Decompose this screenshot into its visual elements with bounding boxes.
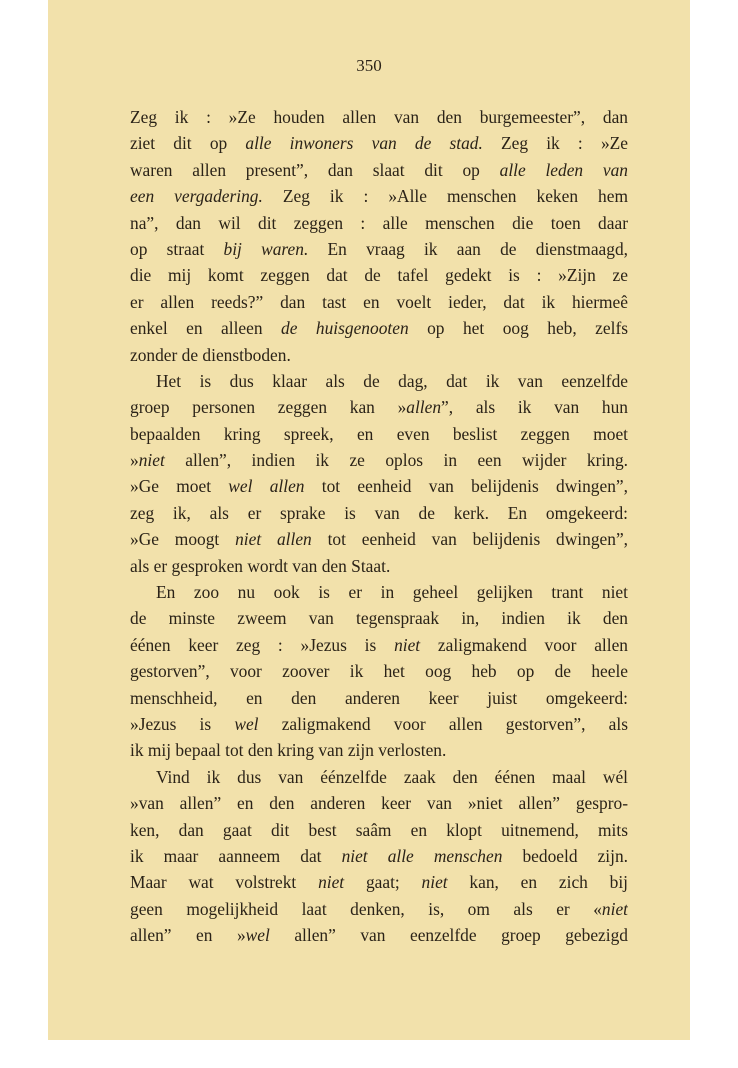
- text-run: allen” van eenzelfde groep gebezigd: [269, 925, 628, 946]
- text-line: [130, 183, 628, 209]
- text-line: [130, 896, 628, 922]
- text-line: [130, 368, 628, 394]
- text-line: [130, 685, 628, 711]
- text-run: op het oog heb, zelfs: [408, 318, 628, 339]
- text-run: de minste zweem van tegenspraak in, indien ik den: [130, 608, 628, 629]
- text-line: [130, 394, 628, 420]
- italic-text: alle leden van: [499, 159, 628, 180]
- text-run: geen mogelijkheid laat denken, is, om als er «: [130, 898, 602, 919]
- text-run: zaligmakend voor allen gestorven”, als: [258, 713, 628, 734]
- text-line: [130, 817, 628, 843]
- text-run: En zoo nu ook is er in geheel gelijken trant niet: [156, 582, 628, 603]
- text-run: zaligmakend voor allen: [420, 634, 628, 655]
- text-run: bedoeld zijn.: [502, 845, 628, 866]
- text-line: [130, 315, 628, 341]
- text-run: Zeg ik : »Alle menschen keken hem: [262, 186, 628, 207]
- text-run: ziet dit op: [130, 133, 246, 154]
- text-line: [130, 473, 628, 499]
- text-line: [130, 262, 628, 288]
- text-line: [130, 922, 628, 948]
- text-run: »Jezus is: [130, 713, 235, 734]
- text-line: [130, 500, 628, 526]
- text-run: na”, dan wil dit zeggen : alle menschen die toen daar: [130, 212, 628, 233]
- text-run: allen”, indien ik ze oplos in een wijder kring.: [164, 450, 628, 471]
- text-run: gaat;: [344, 872, 422, 893]
- text-run: tot eenheid van belijdenis dwingen”,: [311, 529, 628, 550]
- italic-text: wel: [234, 713, 259, 734]
- body-text: [130, 104, 628, 949]
- text-line: [130, 764, 628, 790]
- text-run: ”, als ik van hun: [441, 397, 628, 418]
- text-run: ik maar aanneem dat: [130, 845, 342, 866]
- text-run: waren allen present”, dan slaat dit op: [130, 159, 500, 180]
- italic-text: niet: [601, 898, 628, 919]
- text-line: [130, 579, 628, 605]
- text-run: »: [130, 450, 139, 471]
- text-run: op straat: [130, 238, 224, 259]
- italic-text: niet: [421, 872, 448, 893]
- text-run: groep personen zeggen kan »: [130, 397, 407, 418]
- text-run: kan, en zich bij: [447, 872, 628, 893]
- text-run: zonder de dienstboden.: [130, 344, 291, 365]
- text-run: Vind ik dus van éénzelfde zaak den éénen maal wél: [156, 766, 628, 787]
- text-run: er allen reeds?” dan tast en voelt ieder, dat ik hiermeê: [130, 291, 628, 312]
- text-line: [130, 553, 628, 579]
- text-run: Maar wat volstrekt: [130, 872, 319, 893]
- text-run: éénen keer zeg : »Jezus is: [130, 634, 395, 655]
- text-line: [130, 447, 628, 473]
- text-run: die mij komt zeggen dat de tafel gedekt is : »Zijn ze: [130, 265, 628, 286]
- text-run: menschheid, en den anderen keer juist omgekeerd:: [130, 687, 628, 708]
- italic-text: de huisgenooten: [281, 318, 409, 339]
- italic-text: allen: [406, 397, 442, 418]
- italic-text: alle inwoners van de stad.: [245, 133, 483, 154]
- text-run: »Ge moet: [130, 476, 229, 497]
- italic-text: bij waren.: [223, 238, 309, 259]
- text-run: als er gesproken wordt van den Staat.: [130, 555, 391, 576]
- text-line: [130, 289, 628, 315]
- italic-text: niet allen: [235, 529, 312, 550]
- text-run: Zeg ik : »Ze: [482, 133, 628, 154]
- text-run: enkel en alleen: [130, 318, 282, 339]
- page-number: 350: [356, 56, 382, 75]
- italic-text: wel: [245, 925, 270, 946]
- italic-text: een vergadering.: [130, 186, 263, 207]
- text-run: ik mij bepaal tot den kring van zijn verlosten.: [130, 740, 447, 761]
- italic-text: niet alle menschen: [341, 845, 503, 866]
- text-run: ken, dan gaat dit best saâm en klopt uitnemend, mits: [130, 819, 628, 840]
- text-line: [130, 658, 628, 684]
- text-line: [130, 130, 628, 156]
- italic-text: niet: [394, 634, 421, 655]
- text-run: allen” en »: [130, 925, 246, 946]
- text-line: [130, 421, 628, 447]
- text-run: Het is dus klaar als de dag, dat ik van eenzelfde: [156, 370, 628, 391]
- text-run: Zeg ik : »Ze houden allen van den burgemeester”, dan: [130, 107, 628, 127]
- text-line: [130, 843, 628, 869]
- text-line: [130, 342, 628, 368]
- text-run: »van allen” en den anderen keer van »niet allen” gespro-: [130, 793, 628, 814]
- text-run: »Ge moogt: [130, 529, 236, 550]
- text-line: [130, 210, 628, 236]
- italic-text: niet: [138, 450, 165, 471]
- text-run: tot eenheid van belijdenis dwingen”,: [304, 476, 628, 497]
- text-line: [130, 711, 628, 737]
- text-line: [130, 236, 628, 262]
- text-line: [130, 737, 628, 763]
- italic-text: wel allen: [228, 476, 305, 497]
- text-run: En vraag ik aan de dienstmaagd,: [308, 238, 628, 259]
- text-line: [130, 869, 628, 895]
- text-run: gestorven”, voor zoover ik het oog heb op de heele: [130, 661, 628, 682]
- text-line: [130, 104, 628, 130]
- text-line: [130, 790, 628, 816]
- text-run: zeg ik, als er sprake is van de kerk. En omgekeerd:: [130, 502, 628, 523]
- text-line: [130, 632, 628, 658]
- text-run: bepaalden kring spreek, en even beslist zeggen moet: [130, 423, 628, 444]
- text-line: [130, 157, 628, 183]
- text-line: [130, 526, 628, 552]
- text-line: [130, 605, 628, 631]
- italic-text: niet: [318, 872, 345, 893]
